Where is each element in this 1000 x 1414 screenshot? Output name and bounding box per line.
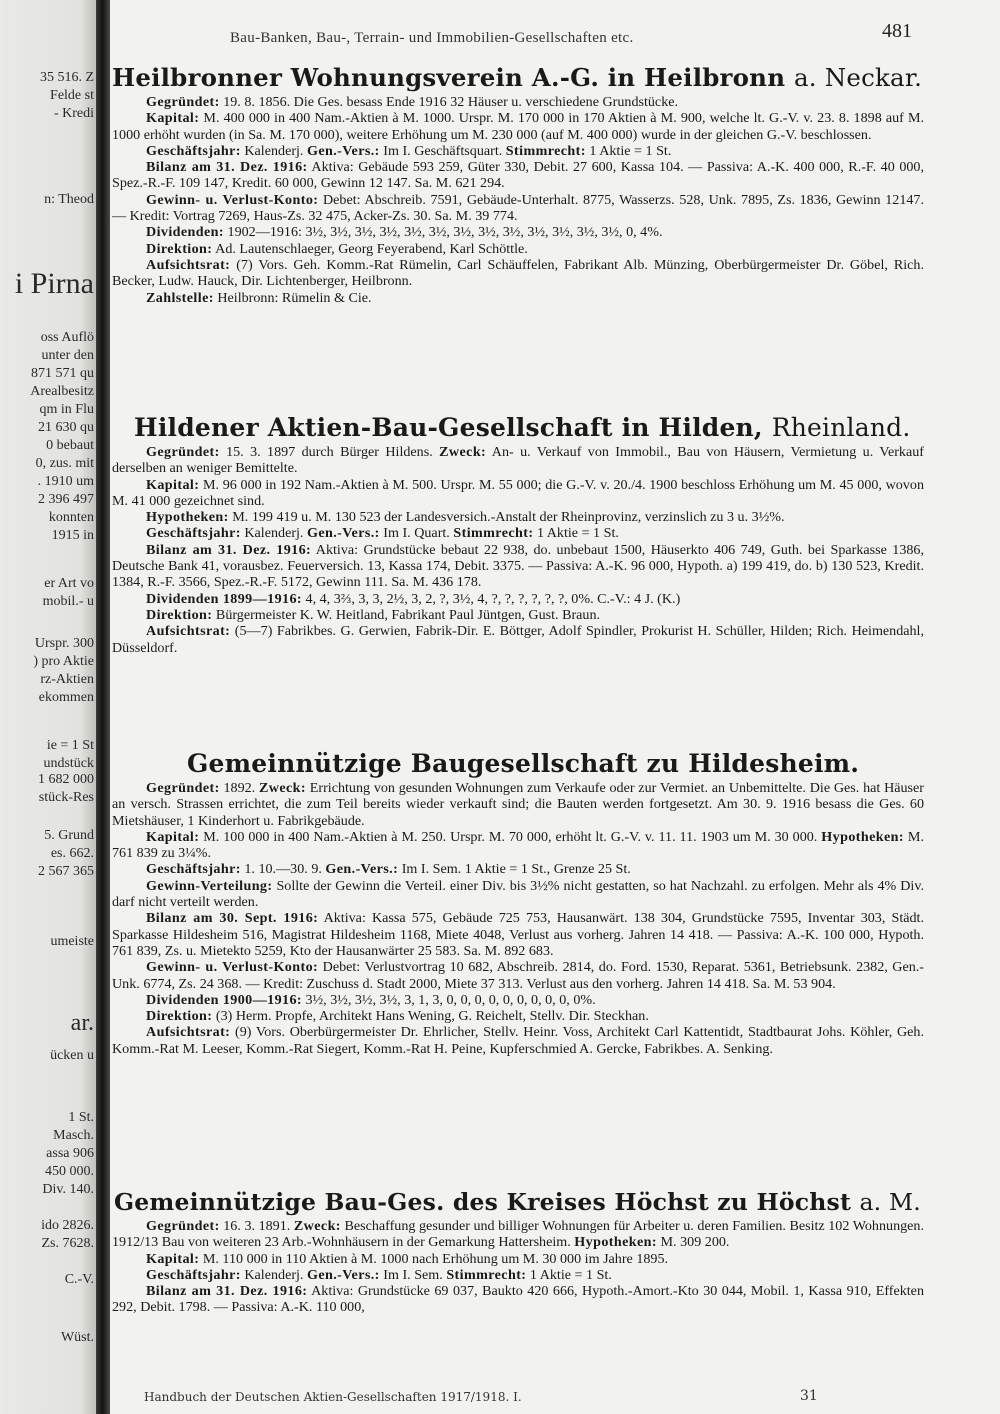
company-entry	[112, 1186, 924, 1316]
entry-paragraph	[112, 861, 924, 877]
entry-paragraph	[112, 780, 924, 829]
field-label: Zweck:	[293, 1218, 341, 1234]
field-value: Aktiva: Kassa 575, Gebäude 725 753, Hausanwärt. 138 304, Grundstücke 7595, Inventar 303, Städt. Sparkasse Hildesheim 516, Magistrat Hildesheim 1168, Miete 4048, Verlust aus vorherg. Jahren 14 418. — Passiva: A.-K. 100 000, Hypoth. 761 839, Zs. u. Mietekto 5259, Kto der Hausanwärter 25 583. Sa. M. 892 683.	[112, 910, 924, 959]
company-title	[112, 412, 924, 444]
entry-paragraph	[112, 290, 924, 306]
entry-body	[112, 1218, 924, 1316]
field-label: Gegründet:	[146, 1218, 220, 1234]
field-value: (7) Vors. Geh. Komm.-Rat Rümelin, Carl Schäuffelen, Fabrikant Alb. Münzing, Oberbürgermeister Dr. Göbel, Rich. Becker, Ludw. Hauck, Dir. Lichtenberger, Heilbronn.	[112, 256, 924, 290]
field-value: Aktiva: Grundstücke bebaut 22 938, do. unbebaut 1500, Häuserkto 406 749, Guth. bei Sparkasse 1386, Deutsche Bank 41, vorausbez. Feuerversich. 13, Kassa 174, Debit. 3375. — Passiva: A.-K. 96 000, Hypoth. a) 199 419, do. b) 130 523, Kredit. 1384, R.-F. 3566, Spez.-R.-F. 5172, Gewinn 111. Sa. M. 436 178.	[112, 541, 924, 591]
field-value: Debet: Verlustvortrag 10 682, Abschreib. 2814, do. Ford. 1530, Reparat. 5361, Betriebsunk. 2382, Gen.-Unk. 6774, Zs. 24 368. — Kredit: Zuschuss d. Stadt 2000, Miete 37 313. Verlust aus den vorherg. Jahren 14 418. Sa. M. 53 904.	[112, 959, 924, 992]
margin-fragment: unter den	[41, 348, 94, 363]
margin-fragment: assa 906	[46, 1146, 94, 1161]
margin-fragment: Masch.	[53, 1128, 94, 1143]
field-value: Im I. Sem. 1 Aktie = 1 St., Grenze 25 St.	[398, 861, 631, 878]
margin-fragment: i Pirna	[14, 267, 94, 300]
margin-fragment: konnten	[48, 510, 94, 525]
company-entry	[112, 412, 924, 656]
margin-fragment: 871 571 qu	[31, 366, 94, 381]
field-value: M. 761 839 zu 3¼%.	[112, 828, 924, 862]
field-value: Im I. Sem.	[379, 1266, 447, 1283]
field-label: Zweck:	[439, 444, 487, 460]
field-label: Kapital:	[146, 828, 200, 845]
field-value: Bürgermeister K. W. Heitland, Fabrikant Paul Jüntgen, Gust. Braun.	[212, 606, 601, 623]
company-entry	[112, 748, 924, 1057]
field-label: Hypotheken:	[146, 509, 229, 526]
margin-fragment: qm in Flu	[39, 402, 94, 417]
entry-body	[112, 780, 924, 1057]
margin-fragment: rz-Aktien	[40, 672, 94, 687]
field-label: Kapital:	[146, 1250, 200, 1267]
field-value: Kalenderj.	[240, 1266, 307, 1283]
field-label: Bilanz am 30. Sept. 1916:	[146, 910, 319, 927]
field-label: Dividenden 1899—1916:	[146, 590, 303, 607]
field-value: M. 400 000 in 400 Nam.-Aktien à M. 1000. Urspr. M. 170 000 in 170 Aktien à M. 900, welche lt. G.-V. v. 23. 8. 1898 auf M. 1000 erhöht wurden (in Sa. M. 170 000), weitere Erhöhung um M. 230 000 (auf M. 400 000) wurde in der gleichen G.-V. beschlossen.	[112, 110, 924, 143]
field-label: Gegründet:	[146, 780, 220, 796]
company-name: Hildener Aktien-Bau-Gesellschaft in Hilden,	[134, 413, 763, 442]
margin-fragment: oss Auflö	[40, 330, 94, 345]
company-title	[112, 748, 924, 780]
field-value: 16. 3. 1891.	[219, 1218, 294, 1234]
field-label: Bilanz am 31. Dez. 1916:	[146, 1283, 308, 1300]
field-value: 1 Aktie = 1 St.	[526, 1266, 612, 1283]
field-value: 1 Aktie = 1 St.	[585, 142, 672, 159]
entry-paragraph	[112, 224, 924, 240]
field-value: Errichtung von gesunden Wohnungen zum Verkaufe oder zur Vermiet. an Unbemittelte. Die Ges. hat Häuser an versch. Strassen errichtet, die zum Teil bereits wieder verkauft sind; die Bauten werden fortgesetzt. Am 30. 9. 1916 besass die Ges. 60 Mietshäuser, 1 Kinderhort u. Fabrikgebäude.	[112, 780, 924, 829]
entry-paragraph	[112, 444, 924, 477]
margin-fragment: mobil.- u	[42, 594, 94, 609]
field-value: 3½, 3½, 3½, 3½, 3, 1, 3, 0, 0, 0, 0, 0, 0, 0, 0, 0, 0%.	[302, 991, 596, 1008]
field-value: Ad. Lautenschlaeger, Georg Feyerabend, Karl Schöttle.	[212, 240, 528, 257]
field-label: Gen.-Vers.:	[306, 142, 380, 159]
field-label: Geschäftsjahr:	[146, 861, 241, 878]
margin-fragment: ücken u	[50, 1048, 94, 1063]
field-label: Gen.-Vers.:	[325, 861, 399, 878]
margin-fragment: Felde st	[50, 88, 94, 103]
margin-fragment: ekommen	[38, 690, 94, 705]
field-value: Kalenderj.	[240, 525, 307, 542]
entry-paragraph	[112, 159, 924, 192]
margin-fragment: n: Theod	[44, 192, 94, 207]
margin-fragment: 21 630 qu	[38, 420, 94, 435]
entry-paragraph	[112, 829, 924, 862]
margin-fragment: Div. 140.	[42, 1182, 94, 1197]
company-name: Gemeinnützige Bau-Ges. des Kreises Höchst zu Höchst	[114, 1188, 852, 1216]
field-label: Stimmrecht:	[453, 525, 534, 542]
entry-paragraph	[112, 241, 924, 257]
company-entry	[112, 62, 924, 306]
entry-paragraph	[112, 591, 924, 607]
margin-fragment: 1 682 000	[38, 772, 94, 787]
company-name: Heilbronner Wohnungsverein A.-G. in Heilbronn	[112, 63, 786, 92]
entry-paragraph	[112, 477, 924, 510]
field-value: Sollte der Gewinn die Verteil. einer Div. bis 3½% nicht gestatten, so hat Nachzahl. zu erfolgen. Mehr als 4% Div. darf nicht verteilt werden.	[112, 877, 924, 911]
field-value: M. 309 200.	[657, 1234, 730, 1251]
entry-paragraph	[112, 910, 924, 959]
field-label: Dividenden 1900—1916:	[146, 991, 303, 1008]
entry-paragraph	[112, 94, 924, 110]
field-value: 15. 3. 1897 durch Bürger Hildens.	[219, 444, 440, 460]
field-value: 1. 10.—30. 9.	[240, 861, 326, 878]
entry-paragraph	[112, 1024, 924, 1057]
field-value: An- u. Verkauf von Immobil., Bau von Häusern, Vermietung u. Verkauf derselben an weniger Bemittelte.	[112, 444, 924, 477]
entry-paragraph	[112, 509, 924, 525]
book-gutter	[96, 0, 110, 1414]
entry-body	[112, 94, 924, 306]
margin-fragment: 0, zus. mit	[35, 456, 94, 471]
field-value: M. 199 419 u. M. 130 523 der Landesversich.-Anstalt der Rheinprovinz, verzinslich zu 3 u. 3½%.	[228, 509, 785, 526]
field-value: Aktiva: Grundstücke 69 037, Baukto 420 666, Hypoth.-Amort.-Kto 30 044, Mobil. 1, Kassa 910, Effekten 292, Debit. 1798. — Passiva: A.-K. 110 000,	[112, 1283, 924, 1316]
field-value: 1892.	[219, 780, 259, 796]
company-title	[112, 62, 924, 94]
field-value: M. 96 000 in 192 Nam.-Aktien à M. 500. Urspr. M. 55 000; die G.-V. v. 20./4. 1900 beschloss Erhöhung um M. 45 000, wovon M. 41 000 gezeichnet sind.	[112, 476, 924, 509]
entry-paragraph	[112, 525, 924, 541]
field-label: Aufsichtsrat:	[146, 623, 231, 640]
page-number: 481	[882, 20, 912, 42]
field-label: Geschäftsjahr:	[146, 1266, 241, 1283]
field-label: Gegründet:	[146, 444, 220, 460]
margin-fragment: es. 662.	[50, 846, 94, 861]
field-label: Direktion:	[146, 1008, 213, 1025]
entry-paragraph	[112, 959, 924, 992]
margin-fragment: 1915 in	[51, 528, 94, 543]
field-label: Hypotheken:	[821, 828, 904, 845]
entry-paragraph	[112, 1218, 924, 1251]
field-value: 1 Aktie = 1 St.	[533, 525, 619, 542]
field-label: Direktion:	[146, 606, 213, 623]
field-value: 4, 4, 3⅔, 3, 3, 2½, 3, 2, ?, 3½, 4, ?, ?, ?, ?, ?, ?, 0%. C.-V.: 4 J. (K.)	[302, 590, 681, 607]
margin-fragment: - Kredi	[53, 106, 94, 121]
margin-fragment: Zs. 7628.	[41, 1236, 94, 1251]
field-label: Hypotheken:	[574, 1234, 657, 1251]
margin-fragment: stück-Res	[38, 790, 94, 805]
field-label: Dividenden:	[146, 224, 225, 241]
company-place: a. Neckar.	[793, 63, 923, 92]
entry-paragraph	[112, 607, 924, 623]
field-label: Aufsichtsrat:	[146, 1024, 231, 1041]
margin-fragment: 5. Grund	[44, 828, 94, 843]
margin-fragment: Wüst.	[60, 1330, 94, 1345]
field-label: Zahlstelle:	[146, 289, 214, 306]
margin-fragment: er Art vo	[44, 576, 94, 591]
entry-paragraph	[112, 110, 924, 143]
margin-fragment: ) pro Aktie	[33, 654, 94, 669]
entry-body	[112, 444, 924, 656]
field-label: Geschäftsjahr:	[146, 525, 241, 542]
entry-paragraph	[112, 257, 924, 290]
field-value: Im I. Quart.	[379, 525, 454, 542]
field-value: 19. 8. 1856. Die Ges. besass Ende 1916 32 Häuser u. verschiedene Grundstücke.	[219, 94, 679, 110]
field-label: Gegründet:	[146, 94, 220, 110]
field-label: Gewinn- u. Verlust-Konto:	[146, 191, 319, 208]
margin-fragment: 2 567 365	[38, 864, 94, 879]
entry-paragraph	[112, 1251, 924, 1267]
company-name: Gemeinnützige Baugesellschaft zu Hildesheim.	[187, 749, 860, 778]
field-value: (3) Herm. Propfe, Architekt Hans Wening, G. Reichelt, Stellv. Dir. Steckhan.	[212, 1008, 649, 1025]
footer-signature: 31	[800, 1388, 818, 1404]
field-label: Bilanz am 31. Dez. 1916:	[146, 541, 312, 558]
field-label: Aufsichtsrat:	[146, 256, 231, 273]
margin-fragment: ie = 1 St	[46, 738, 94, 753]
field-label: Gewinn-Verteilung:	[146, 877, 273, 894]
field-value: M. 110 000 in 110 Aktien à M. 1000 nach Erhöhung um M. 30 000 im Jahre 1895.	[199, 1250, 669, 1267]
field-label: Bilanz am 31. Dez. 1916:	[146, 159, 308, 176]
footer-source: Handbuch der Deutschen Aktien-Gesellschaften 1917/1918. I.	[144, 1390, 522, 1404]
previous-page-margin	[0, 0, 100, 1414]
entry-paragraph	[112, 878, 924, 911]
margin-fragment: 450 000.	[45, 1164, 94, 1179]
field-label: Direktion:	[146, 240, 213, 257]
entry-paragraph	[112, 623, 924, 656]
field-value: 1902—1916: 3½, 3½, 3½, 3½, 3½, 3½, 3½, 3½, 3½, 3½, 3½, 3½, 3½, 0, 4%.	[224, 224, 663, 241]
entry-paragraph	[112, 143, 924, 159]
margin-fragment: 1 St.	[68, 1110, 94, 1125]
margin-fragment: C.-V.	[64, 1272, 94, 1287]
entry-paragraph	[112, 1008, 924, 1024]
company-place: Rheinland.	[771, 413, 911, 442]
margin-fragment: Arealbesitz	[30, 384, 94, 399]
margin-fragment: 0 bebaut	[46, 438, 94, 453]
field-label: Zweck:	[258, 780, 306, 796]
field-value: Debet: Abschreib. 7591, Gebäude-Unterhalt. 8775, Wasserzs. 528, Unk. 7895, Zs. 1836, Gewinn 12147. — Kredit: Vortrag 7269, Haus-Zs. 32 475, Acker-Zs. 30. Sa. M. 39 774.	[112, 191, 924, 225]
margin-fragment: umeiste	[50, 934, 94, 949]
page-content	[112, 0, 924, 1414]
field-label: Gen.-Vers.:	[306, 1266, 380, 1283]
field-label: Geschäftsjahr:	[146, 142, 241, 159]
field-value: (5—7) Fabrikbes. G. Gerwien, Fabrik-Dir. E. Böttger, Adolf Spindler, Prokurist H. Schüller, Hilden; Rich. Heimendahl, Düsseldorf.	[112, 623, 924, 656]
margin-fragment: 2 396 497	[38, 492, 94, 507]
margin-fragment: ar.	[70, 1010, 94, 1036]
margin-fragment: undstück	[43, 756, 94, 771]
field-label: Gewinn- u. Verlust-Konto:	[146, 959, 319, 976]
company-place: a. M.	[859, 1188, 921, 1216]
margin-fragment: Urspr. 300	[34, 636, 94, 651]
entry-paragraph	[112, 992, 924, 1008]
field-value: M. 100 000 in 400 Nam.-Aktien à M. 250. Urspr. M. 70 000, erhöht lt. G.-V. v. 11. 11. 1903 um M. 30 000.	[199, 828, 822, 845]
field-label: Stimmrecht:	[446, 1266, 527, 1283]
running-head: Bau-Banken, Bau-, Terrain- und Immobilien-Gesellschaften etc.	[230, 30, 634, 46]
field-value: Aktiva: Gebäude 593 259, Güter 330, Debit. 27 600, Kassa 104. — Passiva: A.-K. 400 000, R.-F. 40 000, Spez.-R.-F. 109 147, Kredit. 60 000, Gewinn 12 147. Sa. M. 621 294.	[112, 159, 924, 192]
margin-fragment: 35 516. Z	[39, 70, 94, 85]
margin-fragment: ido 2826.	[41, 1218, 94, 1233]
field-label: Kapital:	[146, 476, 200, 493]
company-title	[112, 1186, 924, 1218]
entry-paragraph	[112, 192, 924, 225]
entry-paragraph	[112, 1267, 924, 1283]
field-value: Kalenderj.	[240, 142, 307, 159]
field-value: (9) Vors. Oberbürgermeister Dr. Ehrlicher, Stellv. Heinr. Voss, Architekt Carl Kattentidt, Stadtbaurat Johs. Köhler, Geh. Komm.-Rat M. Leeser, Komm.-Rat Siegert, Komm.-Rat H. Peine, Kupferschmied A. Gercke, Fabrikbes. A. Senking.	[112, 1024, 924, 1057]
field-label: Gen.-Vers.:	[306, 525, 380, 542]
field-value: Heilbronn: Rümelin & Cie.	[213, 289, 372, 306]
field-value: Im I. Geschäftsquart.	[379, 142, 506, 159]
field-label: Kapital:	[146, 110, 200, 127]
field-label: Stimmrecht:	[505, 142, 586, 159]
margin-fragment: . 1910 um	[37, 474, 94, 489]
field-value: Beschaffung gesunder und billiger Wohnungen für Arbeiter u. deren Familien. Besitz 102 Wohnungen. 1912/13 Bau von weiteren 23 Arb.-Wohnhäusern in der Gemarkung Hattersheim.	[112, 1218, 924, 1251]
entry-paragraph	[112, 1283, 924, 1316]
entry-paragraph	[112, 542, 924, 591]
